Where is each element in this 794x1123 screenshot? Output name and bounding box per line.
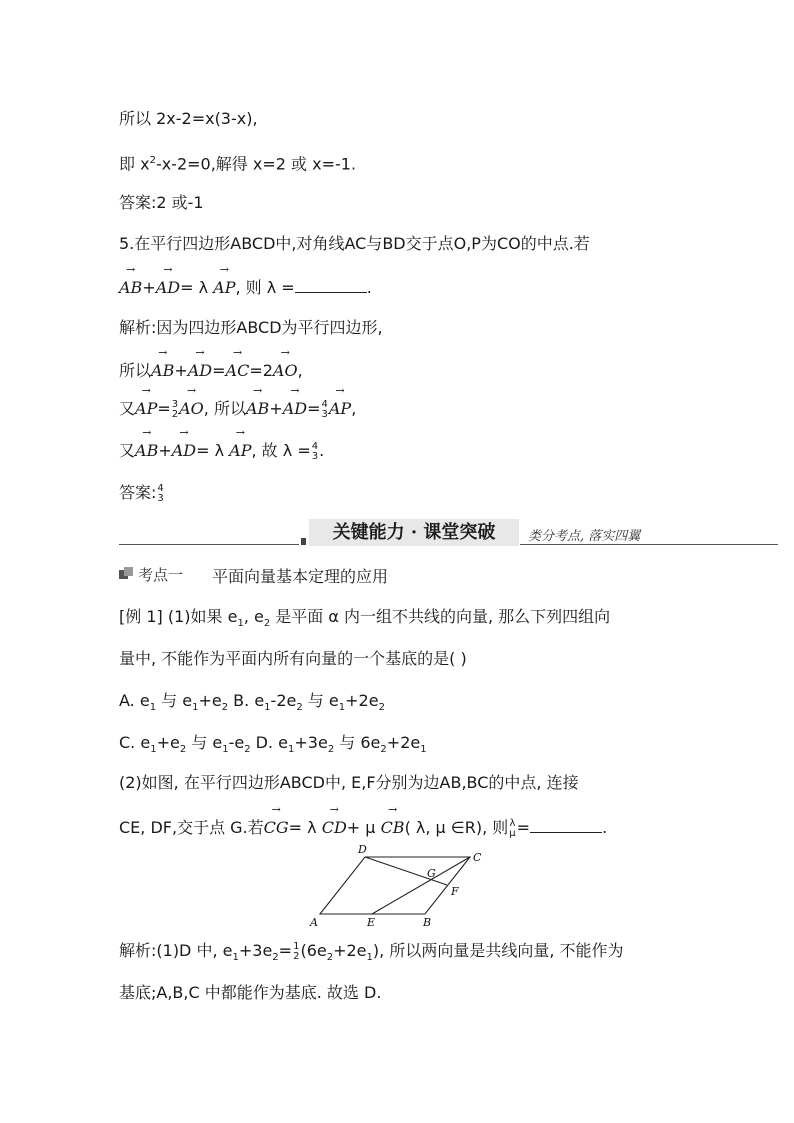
text-span: D. e	[250, 733, 289, 752]
text-span: = λ	[288, 818, 322, 837]
text-span: 又	[119, 441, 136, 460]
text-span: 是平面 α 内一组不共线的向量, 那么下列四组向	[270, 607, 611, 626]
label-a: A	[310, 916, 318, 929]
subscript: 2	[179, 744, 187, 756]
label-e: E	[367, 916, 376, 929]
denominator: 2	[293, 950, 300, 962]
vector-ad: → AD	[283, 398, 307, 420]
vector-ap: → AP	[329, 398, 351, 420]
text-span: =2	[249, 361, 273, 380]
vector-cg: → CG	[264, 817, 289, 839]
text-span: [例 1] (1)如果 e	[119, 607, 238, 626]
parallelogram-abcd	[320, 857, 470, 914]
subscript: 1	[150, 744, 157, 756]
label-g: G	[427, 867, 436, 880]
vector-ad: → AD	[188, 360, 212, 382]
text-span: 与 e	[156, 691, 193, 710]
text-span: +3e	[294, 733, 328, 752]
text-span: +	[269, 399, 283, 418]
numerator: 3	[171, 398, 179, 410]
text-span: , 所以	[203, 399, 246, 418]
subscript: 1	[222, 744, 229, 756]
option-b	[228, 691, 385, 714]
answer-blank	[530, 816, 602, 833]
divider	[119, 544, 299, 545]
text-span: -2e	[270, 691, 297, 710]
label-b: B	[423, 916, 432, 929]
denominator: μ	[509, 827, 516, 839]
text-span: =	[307, 399, 321, 418]
text-span: ), 所以两向量是共线向量, 不能作为	[372, 941, 624, 960]
example-line	[119, 606, 610, 635]
vector-ad: → AD	[156, 277, 180, 299]
vector-ab: → AB	[135, 440, 158, 462]
denominator: 3	[311, 450, 319, 462]
vector-ac: → AC	[226, 360, 250, 382]
text-span: =	[516, 818, 531, 837]
text-span: , 故 λ =	[251, 441, 311, 460]
vector-ap: → AP	[213, 277, 235, 299]
divider	[520, 544, 778, 545]
vector-cb: → CB	[381, 817, 405, 839]
text-span: 与 6e	[334, 733, 381, 752]
subscript: 2	[380, 744, 387, 756]
text-span: 即 x	[119, 154, 150, 174]
text-span: +	[142, 278, 156, 297]
text-span: -e	[228, 733, 245, 752]
example-line	[119, 816, 607, 839]
text-span: ,	[297, 361, 303, 380]
text-span: -x-2=0,解得 x=2 或 x=-1.	[155, 154, 357, 174]
text-span: =	[212, 361, 226, 380]
subscript: 2	[221, 702, 229, 714]
subscript: 1	[338, 702, 346, 714]
subscript: 1	[232, 952, 239, 964]
vector-ab: → AB	[119, 277, 142, 299]
subscript: 1	[264, 702, 271, 714]
solution-line: 解析:因为四边形ABCD为平行四边形,	[119, 318, 383, 337]
subscript: 1	[366, 952, 373, 964]
subscript: 2	[326, 952, 334, 964]
options-line	[119, 732, 427, 761]
label-d: D	[358, 843, 367, 856]
denominator: 2	[171, 408, 179, 420]
fraction	[509, 819, 515, 839]
band-marker	[301, 538, 306, 545]
text-span: = λ	[196, 441, 230, 460]
text-span: (6e	[300, 941, 327, 960]
solution-line	[119, 360, 303, 382]
subscript: 2	[272, 952, 279, 964]
text-line	[119, 150, 356, 175]
text-span: B. e	[228, 691, 265, 710]
text-span: .	[319, 441, 325, 460]
text-span: CE, DF,交于点 G.若	[119, 818, 264, 837]
section-title: 关键能力 · 课堂突破	[309, 519, 519, 546]
fraction	[157, 484, 163, 504]
denominator: 3	[157, 492, 164, 504]
text-span: 答案:	[119, 483, 157, 502]
text-span: =	[157, 399, 171, 418]
subscript: 1	[288, 744, 295, 756]
subscript: 2	[296, 702, 303, 714]
subscript: 2	[263, 618, 271, 630]
key-point-title: 平面向量基本定理的应用	[212, 567, 389, 586]
vector-ad: → AD	[172, 440, 196, 462]
option-c	[119, 733, 251, 756]
text-span: A. e	[119, 691, 150, 710]
numerator: 1	[293, 940, 300, 952]
numerator: λ	[509, 817, 516, 829]
fraction	[172, 400, 178, 420]
subscript: 2	[327, 744, 335, 756]
text-span: =	[278, 941, 293, 960]
text-line: 所以 2x-2=x(3-x),	[119, 109, 258, 128]
text-span: 解析:(1)D 中, e	[119, 941, 233, 960]
vector-ab: → AB	[246, 398, 269, 420]
answer-blank	[295, 276, 367, 293]
text-span: +	[174, 361, 188, 380]
fraction	[293, 942, 299, 962]
vector-ao: → AO	[179, 398, 204, 420]
key-point-label: 考点一	[138, 566, 184, 584]
subscript: 1	[192, 702, 199, 714]
text-span: 所以	[119, 361, 152, 380]
section-subtitle: 类分考点, 落实四翼	[528, 529, 641, 544]
text-span: 与 e	[302, 691, 339, 710]
option-a	[119, 691, 229, 714]
solution-line	[119, 440, 324, 462]
question-5: 5.在平行四边形ABCD中,对角线AC与BD交于点O,P为CO的中点.若	[119, 234, 590, 253]
example-line: 量中, 不能作为平面内所有向量的一个基底的是( )	[119, 649, 467, 668]
text-span: 与 e	[186, 733, 223, 752]
text-span: +2e	[345, 691, 379, 710]
numerator: 4	[157, 482, 164, 494]
superscript: 2	[149, 155, 156, 166]
vector-cd: → CD	[322, 817, 347, 839]
option-d	[250, 733, 427, 756]
answer-line	[119, 482, 165, 504]
vector-ab: → AB	[151, 360, 174, 382]
text-span: +e	[198, 691, 222, 710]
subscript: 1	[149, 702, 157, 714]
subscript: 2	[244, 744, 251, 756]
label-c: C	[473, 851, 482, 864]
text-span: ( λ, μ ∈R), 则	[404, 818, 509, 837]
parallelogram-figure	[305, 840, 505, 930]
vector-ao: → AO	[273, 360, 298, 382]
subscript: 1	[420, 744, 427, 756]
text-span: + μ	[346, 818, 381, 837]
options-line	[119, 690, 385, 719]
vector-ap: → AP	[229, 440, 251, 462]
text-span: +2e	[386, 733, 421, 752]
text-span: , 则 λ =	[235, 278, 295, 297]
subscript: 2	[378, 702, 385, 714]
subscript: 1	[237, 618, 244, 630]
solution-line	[119, 398, 356, 420]
vector-ap: → AP	[135, 398, 157, 420]
fraction	[312, 442, 318, 462]
text-span: C. e	[119, 733, 151, 752]
solution-line: 基底;A,B,C 中都能作为基底. 故选 D.	[119, 983, 382, 1002]
example-line: (2)如图, 在平行四边形ABCD中, E,F分别为边AB,BC的中点, 连接	[119, 773, 579, 792]
text-span: = λ	[180, 278, 214, 297]
text-span: +3e	[238, 941, 273, 960]
answer-line: 答案:2 或-1	[119, 193, 204, 212]
text-span: +2e	[333, 941, 367, 960]
numerator: 4	[311, 440, 319, 452]
label-f: F	[451, 885, 459, 898]
text-span: +e	[156, 733, 180, 752]
text-span: +	[158, 441, 172, 460]
fraction	[322, 400, 328, 420]
text-span: .	[602, 818, 608, 837]
denominator: 3	[321, 408, 328, 420]
key-point-icon	[119, 567, 133, 579]
text-span: 又	[119, 399, 136, 418]
solution-line	[119, 940, 624, 969]
numerator: 4	[321, 398, 328, 410]
text-span: , e	[243, 607, 264, 626]
question-5-equation: → AB+→ AD= λ → AP, 则 λ = .	[119, 276, 372, 299]
text-span: ,	[351, 399, 357, 418]
